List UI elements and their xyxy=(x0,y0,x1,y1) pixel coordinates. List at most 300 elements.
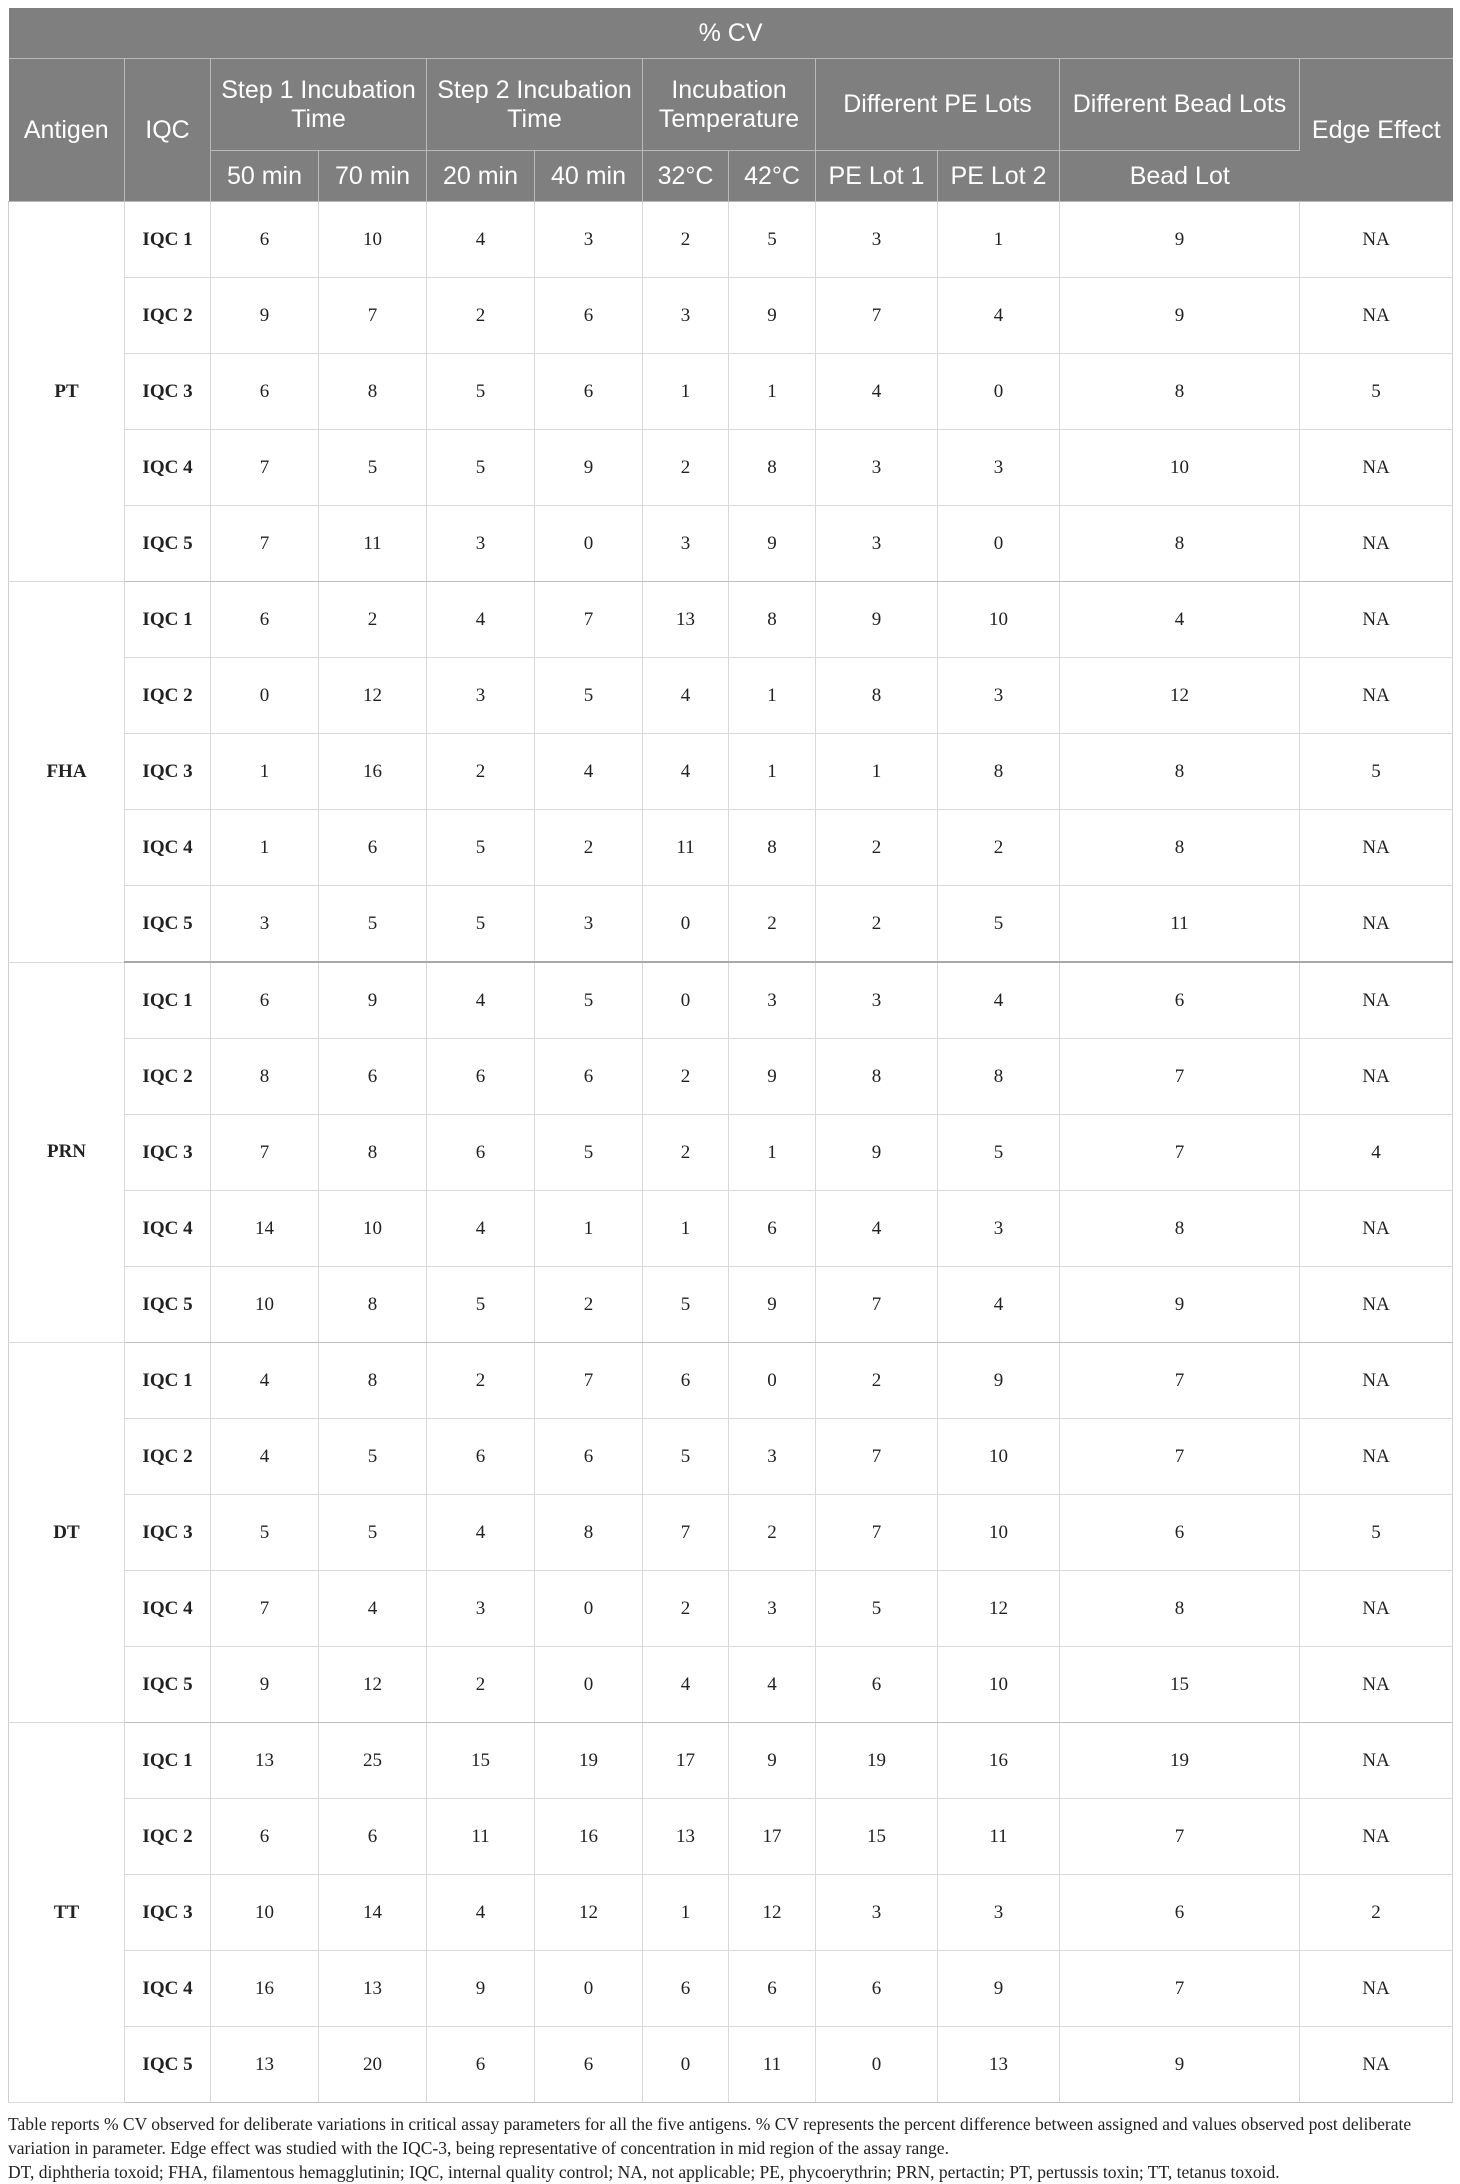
value-cell: 4 xyxy=(211,1343,319,1419)
value-cell: 7 xyxy=(1060,1419,1300,1495)
value-cell: 9 xyxy=(1060,1267,1300,1343)
value-cell: 1 xyxy=(729,658,816,734)
value-cell: 0 xyxy=(535,1571,643,1647)
table-row xyxy=(9,734,1453,810)
value-cell: 0 xyxy=(643,2027,729,2103)
value-cell: 6 xyxy=(319,1039,427,1115)
value-cell: 2 xyxy=(816,886,938,963)
iqc-cell: IQC 1 xyxy=(125,962,211,1039)
value-cell: 9 xyxy=(535,430,643,506)
value-cell: 12 xyxy=(1060,658,1300,734)
value-cell: 5 xyxy=(427,354,535,430)
value-cell: 6 xyxy=(1060,1495,1300,1571)
value-cell: 8 xyxy=(1060,734,1300,810)
antigen-cell: PRN xyxy=(9,962,125,1343)
value-cell: 1 xyxy=(729,354,816,430)
value-cell: 0 xyxy=(729,1343,816,1419)
value-cell: 6 xyxy=(535,2027,643,2103)
value-cell: 2 xyxy=(938,810,1060,886)
value-cell: 6 xyxy=(729,1951,816,2027)
iqc-cell: IQC 2 xyxy=(125,1419,211,1495)
value-cell: 13 xyxy=(211,1723,319,1799)
value-cell: 10 xyxy=(319,1191,427,1267)
value-cell: 6 xyxy=(535,354,643,430)
value-cell: 6 xyxy=(319,810,427,886)
cv-table xyxy=(8,8,1453,2103)
value-cell: 25 xyxy=(319,1723,427,1799)
value-cell: NA xyxy=(1300,202,1453,278)
value-cell: 4 xyxy=(427,962,535,1039)
value-cell: NA xyxy=(1300,1723,1453,1799)
iqc-cell: IQC 2 xyxy=(125,278,211,354)
table-row xyxy=(9,354,1453,430)
table-row xyxy=(9,1115,1453,1191)
header-step2: Step 2 Incubation Time xyxy=(427,59,643,151)
iqc-cell: IQC 2 xyxy=(125,1039,211,1115)
value-cell: 7 xyxy=(535,1343,643,1419)
value-cell: NA xyxy=(1300,1343,1453,1419)
value-cell: 4 xyxy=(427,1191,535,1267)
value-cell: 9 xyxy=(729,506,816,582)
table-row xyxy=(9,1039,1453,1115)
value-cell: 9 xyxy=(211,1647,319,1723)
value-cell: 20 xyxy=(319,2027,427,2103)
value-cell: 4 xyxy=(643,658,729,734)
iqc-cell: IQC 3 xyxy=(125,734,211,810)
value-cell: 19 xyxy=(535,1723,643,1799)
value-cell: 6 xyxy=(211,582,319,658)
value-cell: 3 xyxy=(427,1571,535,1647)
value-cell: NA xyxy=(1300,1039,1453,1115)
value-cell: 6 xyxy=(211,1799,319,1875)
value-cell: 6 xyxy=(643,1343,729,1419)
value-cell: 3 xyxy=(535,202,643,278)
header-iqc: IQC xyxy=(125,59,211,202)
value-cell: 0 xyxy=(535,1647,643,1723)
value-cell: 7 xyxy=(1060,1799,1300,1875)
value-cell: 5 xyxy=(535,658,643,734)
value-cell: 7 xyxy=(211,430,319,506)
value-cell: 2 xyxy=(319,582,427,658)
value-cell: 9 xyxy=(319,962,427,1039)
value-cell: 2 xyxy=(535,1267,643,1343)
value-cell: 2 xyxy=(729,886,816,963)
value-cell: 0 xyxy=(938,354,1060,430)
value-cell: 10 xyxy=(211,1267,319,1343)
table-row xyxy=(9,1343,1453,1419)
footnote-abbreviations: DT, diphtheria toxoid; FHA, filamentous hemagglutinin; IQC, internal quality control; NA, not applicable; PE, phycoerythrin; PRN, pertactin; PT, pertussis toxin; TT, tetanus toxoid. xyxy=(8,2162,1280,2182)
value-cell: 4 xyxy=(816,354,938,430)
value-cell: 0 xyxy=(938,506,1060,582)
value-cell: 4 xyxy=(643,1647,729,1723)
value-cell: 4 xyxy=(427,1875,535,1951)
table-row xyxy=(9,1875,1453,1951)
value-cell: 8 xyxy=(535,1495,643,1571)
value-cell: 5 xyxy=(816,1571,938,1647)
value-cell: 1 xyxy=(729,1115,816,1191)
value-cell: 3 xyxy=(816,202,938,278)
table-row xyxy=(9,1267,1453,1343)
value-cell: 3 xyxy=(816,430,938,506)
value-cell: 5 xyxy=(427,1267,535,1343)
value-cell: 11 xyxy=(319,506,427,582)
value-cell: 1 xyxy=(211,734,319,810)
value-cell: 5 xyxy=(535,962,643,1039)
value-cell: 8 xyxy=(1060,1571,1300,1647)
value-cell: 5 xyxy=(643,1419,729,1495)
value-cell: 4 xyxy=(535,734,643,810)
subheader-cell: PE Lot 2 xyxy=(938,151,1060,202)
value-cell: 3 xyxy=(643,278,729,354)
value-cell: 8 xyxy=(1060,506,1300,582)
value-cell: 7 xyxy=(1060,1951,1300,2027)
value-cell: 7 xyxy=(816,1495,938,1571)
value-cell: 6 xyxy=(535,1419,643,1495)
value-cell: 10 xyxy=(938,1647,1060,1723)
value-cell: 4 xyxy=(643,734,729,810)
subheader-cell: Bead Lot xyxy=(1060,151,1300,202)
value-cell: 1 xyxy=(643,354,729,430)
value-cell: 4 xyxy=(816,1191,938,1267)
value-cell: 7 xyxy=(319,278,427,354)
value-cell: 2 xyxy=(1300,1875,1453,1951)
value-cell: 8 xyxy=(1060,1191,1300,1267)
value-cell: 2 xyxy=(643,202,729,278)
value-cell: 2 xyxy=(427,1343,535,1419)
iqc-cell: IQC 3 xyxy=(125,354,211,430)
subheader-cell: PE Lot 1 xyxy=(816,151,938,202)
value-cell: 8 xyxy=(938,734,1060,810)
value-cell: 6 xyxy=(729,1191,816,1267)
value-cell: 2 xyxy=(427,278,535,354)
table-row xyxy=(9,1723,1453,1799)
value-cell: 0 xyxy=(816,2027,938,2103)
value-cell: 8 xyxy=(938,1039,1060,1115)
value-cell: 4 xyxy=(1300,1115,1453,1191)
super-header: % CV xyxy=(9,8,1453,59)
value-cell: 9 xyxy=(816,582,938,658)
table-row xyxy=(9,506,1453,582)
value-cell: NA xyxy=(1300,582,1453,658)
iqc-cell: IQC 4 xyxy=(125,810,211,886)
table-container xyxy=(8,8,1452,2184)
value-cell: 5 xyxy=(427,430,535,506)
value-cell: 16 xyxy=(211,1951,319,2027)
value-cell: 6 xyxy=(427,2027,535,2103)
value-cell: 8 xyxy=(319,1343,427,1419)
value-cell: NA xyxy=(1300,962,1453,1039)
iqc-cell: IQC 2 xyxy=(125,658,211,734)
header-step1: Step 1 Incubation Time xyxy=(211,59,427,151)
value-cell: 0 xyxy=(643,886,729,963)
iqc-cell: IQC 5 xyxy=(125,506,211,582)
value-cell: 7 xyxy=(211,506,319,582)
value-cell: 2 xyxy=(643,1571,729,1647)
value-cell: NA xyxy=(1300,2027,1453,2103)
value-cell: 9 xyxy=(211,278,319,354)
value-cell: 5 xyxy=(427,886,535,963)
table-row xyxy=(9,1951,1453,2027)
iqc-cell: IQC 5 xyxy=(125,1267,211,1343)
value-cell: 6 xyxy=(319,1799,427,1875)
value-cell: 7 xyxy=(1060,1343,1300,1419)
value-cell: 5 xyxy=(319,430,427,506)
table-row xyxy=(9,1799,1453,1875)
subheader-cell: 40 min xyxy=(535,151,643,202)
value-cell: 5 xyxy=(938,1115,1060,1191)
value-cell: NA xyxy=(1300,1799,1453,1875)
value-cell: 10 xyxy=(211,1875,319,1951)
value-cell: 6 xyxy=(1060,1875,1300,1951)
value-cell: 7 xyxy=(643,1495,729,1571)
value-cell: 5 xyxy=(427,810,535,886)
value-cell: 2 xyxy=(643,1115,729,1191)
value-cell: 6 xyxy=(427,1039,535,1115)
value-cell: 16 xyxy=(535,1799,643,1875)
value-cell: 12 xyxy=(535,1875,643,1951)
antigen-cell: TT xyxy=(9,1723,125,2103)
value-cell: 9 xyxy=(816,1115,938,1191)
value-cell: NA xyxy=(1300,886,1453,963)
table-row xyxy=(9,658,1453,734)
value-cell: 12 xyxy=(729,1875,816,1951)
value-cell: 6 xyxy=(211,962,319,1039)
value-cell: NA xyxy=(1300,1267,1453,1343)
value-cell: 4 xyxy=(938,1267,1060,1343)
value-cell: 8 xyxy=(729,430,816,506)
value-cell: 4 xyxy=(427,1495,535,1571)
iqc-cell: IQC 4 xyxy=(125,430,211,506)
iqc-cell: IQC 5 xyxy=(125,886,211,963)
subheader-cell: 70 min xyxy=(319,151,427,202)
value-cell: 2 xyxy=(816,1343,938,1419)
value-cell: 6 xyxy=(427,1419,535,1495)
value-cell: 6 xyxy=(211,202,319,278)
value-cell: 1 xyxy=(643,1875,729,1951)
table-row xyxy=(9,886,1453,963)
value-cell: 19 xyxy=(1060,1723,1300,1799)
value-cell: 11 xyxy=(938,1799,1060,1875)
header-temperature: Incubation Temperature xyxy=(643,59,816,151)
value-cell: 9 xyxy=(938,1343,1060,1419)
value-cell: NA xyxy=(1300,430,1453,506)
table-header xyxy=(9,8,1453,202)
subheader-cell: 42°C xyxy=(729,151,816,202)
iqc-cell: IQC 5 xyxy=(125,2027,211,2103)
footnote-description: Table reports % CV observed for deliberate variations in critical assay parameters for all the five antigens. % CV represents the percent difference between assigned and values observed post deliberate variation in parameter. Edge effect was studied with the IQC-3, being representative of concentration in mid region of the assay range. xyxy=(8,2114,1412,2158)
value-cell: 8 xyxy=(729,582,816,658)
value-cell: 5 xyxy=(1300,1495,1453,1571)
value-cell: 7 xyxy=(211,1571,319,1647)
value-cell: 6 xyxy=(643,1951,729,2027)
value-cell: 15 xyxy=(1060,1647,1300,1723)
value-cell: 11 xyxy=(1060,886,1300,963)
value-cell: 1 xyxy=(211,810,319,886)
value-cell: 3 xyxy=(816,962,938,1039)
value-cell: 3 xyxy=(938,658,1060,734)
subheader-cell: 20 min xyxy=(427,151,535,202)
iqc-cell: IQC 1 xyxy=(125,1343,211,1419)
iqc-cell: IQC 3 xyxy=(125,1115,211,1191)
value-cell: 7 xyxy=(1060,1039,1300,1115)
value-cell: 2 xyxy=(427,1647,535,1723)
value-cell: 3 xyxy=(729,962,816,1039)
table-row xyxy=(9,1647,1453,1723)
value-cell: 10 xyxy=(938,582,1060,658)
value-cell: 9 xyxy=(729,1267,816,1343)
value-cell: 8 xyxy=(319,1267,427,1343)
value-cell: 13 xyxy=(938,2027,1060,2103)
value-cell: 1 xyxy=(816,734,938,810)
iqc-cell: IQC 4 xyxy=(125,1951,211,2027)
table-row xyxy=(9,278,1453,354)
iqc-cell: IQC 1 xyxy=(125,1723,211,1799)
value-cell: 1 xyxy=(729,734,816,810)
header-pe-lots: Different PE Lots xyxy=(816,59,1060,151)
value-cell: 0 xyxy=(535,506,643,582)
value-cell: 11 xyxy=(729,2027,816,2103)
iqc-cell: IQC 2 xyxy=(125,1799,211,1875)
value-cell: 12 xyxy=(319,1647,427,1723)
table-row xyxy=(9,810,1453,886)
value-cell: 8 xyxy=(319,1115,427,1191)
value-cell: 3 xyxy=(938,1191,1060,1267)
value-cell: 9 xyxy=(1060,2027,1300,2103)
table-row xyxy=(9,1571,1453,1647)
value-cell: 13 xyxy=(211,2027,319,2103)
value-cell: 14 xyxy=(211,1191,319,1267)
value-cell: 3 xyxy=(729,1571,816,1647)
table-row xyxy=(9,430,1453,506)
value-cell: 8 xyxy=(1060,810,1300,886)
value-cell: 4 xyxy=(729,1647,816,1723)
value-cell: 9 xyxy=(729,278,816,354)
value-cell: 3 xyxy=(816,506,938,582)
value-cell: 5 xyxy=(1300,354,1453,430)
value-cell: 17 xyxy=(643,1723,729,1799)
value-cell: 11 xyxy=(643,810,729,886)
value-cell: 17 xyxy=(729,1799,816,1875)
antigen-cell: FHA xyxy=(9,582,125,963)
value-cell: 7 xyxy=(816,1419,938,1495)
value-cell: 5 xyxy=(319,1495,427,1571)
value-cell: 4 xyxy=(938,278,1060,354)
antigen-cell: PT xyxy=(9,202,125,582)
value-cell: 4 xyxy=(319,1571,427,1647)
value-cell: 8 xyxy=(816,1039,938,1115)
value-cell: 5 xyxy=(211,1495,319,1571)
iqc-cell: IQC 1 xyxy=(125,202,211,278)
value-cell: 2 xyxy=(643,1039,729,1115)
value-cell: NA xyxy=(1300,658,1453,734)
value-cell: 4 xyxy=(938,962,1060,1039)
value-cell: NA xyxy=(1300,278,1453,354)
table-row xyxy=(9,1191,1453,1267)
value-cell: 4 xyxy=(427,582,535,658)
value-cell: 12 xyxy=(938,1571,1060,1647)
value-cell: 5 xyxy=(319,1419,427,1495)
value-cell: 3 xyxy=(643,506,729,582)
header-antigen: Antigen xyxy=(9,59,125,202)
value-cell: NA xyxy=(1300,810,1453,886)
value-cell: 1 xyxy=(535,1191,643,1267)
header-edge-effect: Edge Effect xyxy=(1300,59,1453,202)
value-cell: 4 xyxy=(1060,582,1300,658)
value-cell: 3 xyxy=(938,1875,1060,1951)
value-cell: 15 xyxy=(427,1723,535,1799)
value-cell: 10 xyxy=(319,202,427,278)
value-cell: 4 xyxy=(427,202,535,278)
value-cell: 7 xyxy=(1060,1115,1300,1191)
value-cell: 7 xyxy=(211,1115,319,1191)
value-cell: 5 xyxy=(1300,734,1453,810)
table-body xyxy=(9,202,1453,2103)
value-cell: 9 xyxy=(1060,202,1300,278)
value-cell: 16 xyxy=(938,1723,1060,1799)
iqc-cell: IQC 5 xyxy=(125,1647,211,1723)
value-cell: 6 xyxy=(427,1115,535,1191)
subheader-cell: 32°C xyxy=(643,151,729,202)
value-cell: 5 xyxy=(319,886,427,963)
value-cell: 9 xyxy=(938,1951,1060,2027)
value-cell: 9 xyxy=(1060,278,1300,354)
value-cell: NA xyxy=(1300,1419,1453,1495)
value-cell: 5 xyxy=(938,886,1060,963)
value-cell: 2 xyxy=(643,430,729,506)
value-cell: 8 xyxy=(729,810,816,886)
value-cell: 12 xyxy=(319,658,427,734)
value-cell: 11 xyxy=(427,1799,535,1875)
value-cell: 3 xyxy=(211,886,319,963)
value-cell: 5 xyxy=(643,1267,729,1343)
value-cell: 3 xyxy=(427,658,535,734)
value-cell: 8 xyxy=(816,658,938,734)
value-cell: 2 xyxy=(427,734,535,810)
value-cell: 2 xyxy=(816,810,938,886)
value-cell: 3 xyxy=(427,506,535,582)
iqc-cell: IQC 4 xyxy=(125,1571,211,1647)
value-cell: 3 xyxy=(816,1875,938,1951)
subheader-cell: 50 min xyxy=(211,151,319,202)
value-cell: 6 xyxy=(1060,962,1300,1039)
value-cell: 15 xyxy=(816,1799,938,1875)
value-cell: 5 xyxy=(535,1115,643,1191)
table-row xyxy=(9,582,1453,658)
table-row xyxy=(9,1495,1453,1571)
value-cell: 7 xyxy=(816,278,938,354)
value-cell: 4 xyxy=(211,1419,319,1495)
value-cell: 16 xyxy=(319,734,427,810)
value-cell: 9 xyxy=(427,1951,535,2027)
value-cell: 6 xyxy=(535,278,643,354)
value-cell: 6 xyxy=(816,1647,938,1723)
value-cell: 3 xyxy=(938,430,1060,506)
table-row xyxy=(9,1419,1453,1495)
table-row xyxy=(9,202,1453,278)
value-cell: 13 xyxy=(319,1951,427,2027)
antigen-cell: DT xyxy=(9,1343,125,1723)
value-cell: 1 xyxy=(643,1191,729,1267)
value-cell: 10 xyxy=(938,1495,1060,1571)
value-cell: 10 xyxy=(938,1419,1060,1495)
value-cell: 3 xyxy=(535,886,643,963)
value-cell: 9 xyxy=(729,1039,816,1115)
iqc-cell: IQC 3 xyxy=(125,1495,211,1571)
table-row xyxy=(9,2027,1453,2103)
iqc-cell: IQC 1 xyxy=(125,582,211,658)
value-cell: NA xyxy=(1300,506,1453,582)
value-cell: 10 xyxy=(1060,430,1300,506)
